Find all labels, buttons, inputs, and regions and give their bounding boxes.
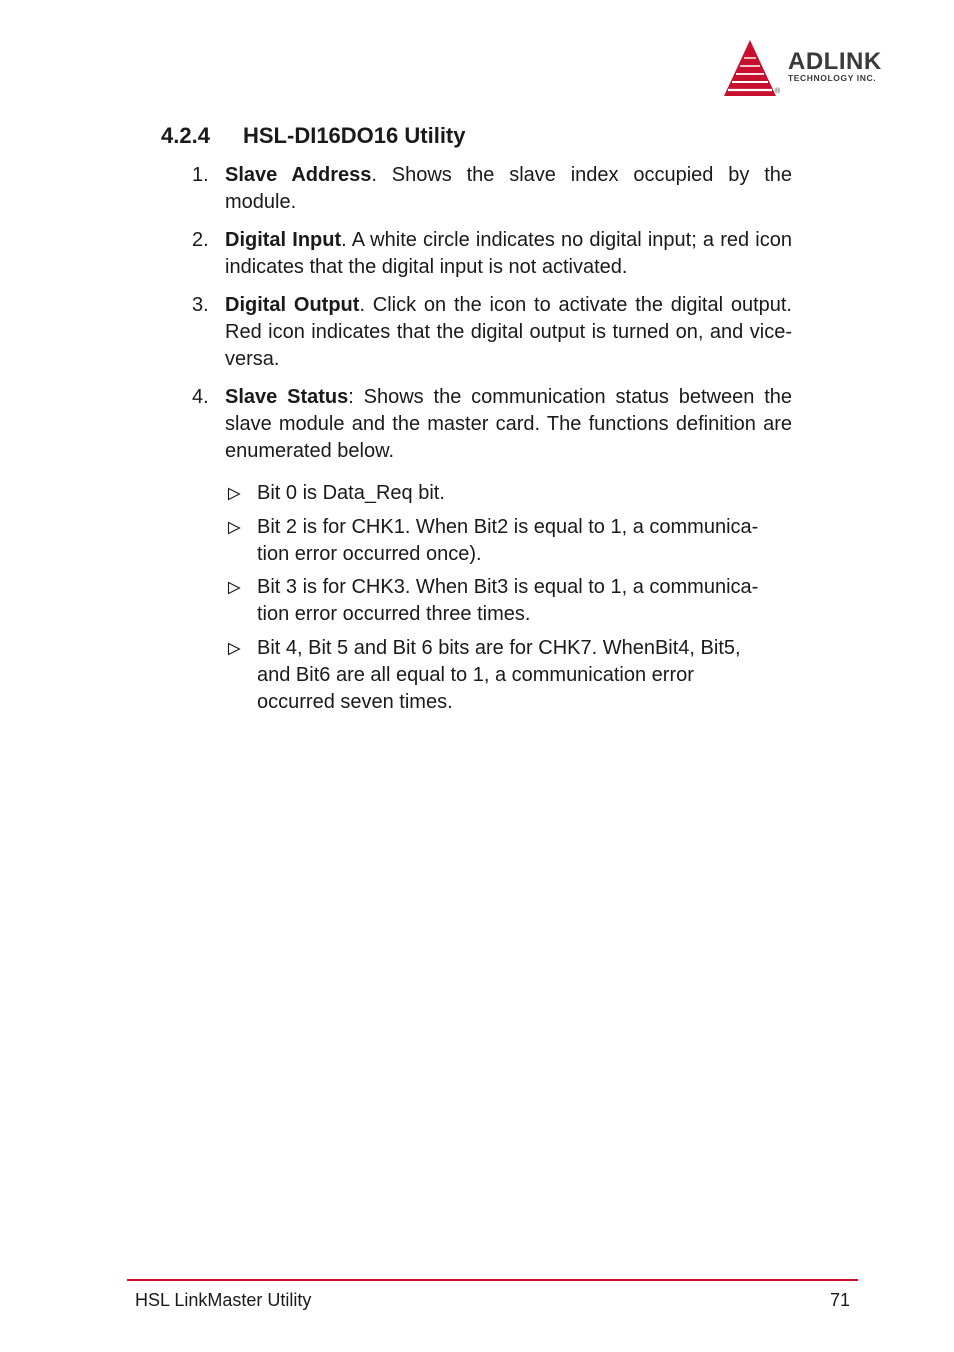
- list-item-text: [225, 384, 792, 465]
- bullet-item: [225, 574, 827, 628]
- list-item-term: Slave Address: [225, 164, 372, 186]
- list-item-number: 2.: [192, 229, 209, 251]
- bullet-item: [225, 635, 827, 716]
- list-item-term: Slave Status: [225, 386, 349, 408]
- adlink-triangle-logo-icon: [722, 38, 781, 98]
- bullet-text: Bit 0 is Data_Req bit.: [257, 482, 445, 504]
- section-heading: [161, 122, 466, 150]
- numbered-list: [192, 162, 792, 476]
- logo-registered-mark: ®: [775, 88, 781, 95]
- section-number: 4.2.4: [161, 123, 210, 148]
- bullet-item: [225, 480, 827, 507]
- list-item: [192, 384, 792, 465]
- list-item-term: Digital Output: [225, 294, 360, 316]
- list-item-number: 3.: [192, 294, 209, 316]
- list-item-term: Digital Input: [225, 229, 342, 251]
- adlink-logo: [722, 38, 912, 100]
- list-item-description: . A white circle indicates no digital input; a red icon indicates that the digital input is not activated.: [225, 229, 792, 278]
- list-item-text: [225, 162, 792, 216]
- list-item-description: : Shows the communication status between the slave module and the master card. The functions definition are enumerated below.: [225, 386, 792, 462]
- footer-title: HSL LinkMaster Utility: [135, 1290, 312, 1310]
- bullet-text: Bit 3 is for CHK3. When Bit3 is equal to 1, a communica- tion error occurred three times.: [257, 576, 759, 625]
- list-item-number: 1.: [192, 164, 209, 186]
- bullet-text: Bit 4, Bit 5 and Bit 6 bits are for CHK7. WhenBit4, Bit5, and Bit6 are all equal to 1, a communication error occurred seven times.: [257, 636, 741, 713]
- list-item-text: [225, 227, 792, 281]
- triangle-bullet-icon: [227, 642, 241, 656]
- bullet-item: [225, 514, 827, 568]
- list-item: [192, 227, 792, 281]
- triangle-bullet-icon: [227, 487, 241, 501]
- logo-tagline: TECHNOLOGY INC.: [788, 73, 877, 83]
- logo-wordmark: ADLINK: [788, 48, 882, 75]
- triangle-bullet-icon: [227, 521, 241, 535]
- page-number: 71: [829, 1290, 850, 1310]
- list-item-description: . Shows the slave index occupied by the module.: [225, 164, 792, 213]
- list-item-number: 4.: [192, 386, 209, 408]
- list-item: [192, 292, 792, 373]
- list-item-text: [225, 292, 792, 373]
- section-title: HSL-DI16DO16 Utility: [243, 123, 466, 148]
- list-item-description: . Click on the icon to activate the digital output. Red icon indicates that the digital output is turned on, and vice-versa.: [225, 294, 792, 370]
- bullet-text: Bit 2 is for CHK1. When Bit2 is equal to 1, a communica- tion error occurred once).: [257, 515, 759, 565]
- bullet-list: [225, 480, 827, 722]
- list-item: [192, 162, 792, 216]
- triangle-bullet-icon: [227, 581, 241, 595]
- footer-divider: [127, 1279, 858, 1281]
